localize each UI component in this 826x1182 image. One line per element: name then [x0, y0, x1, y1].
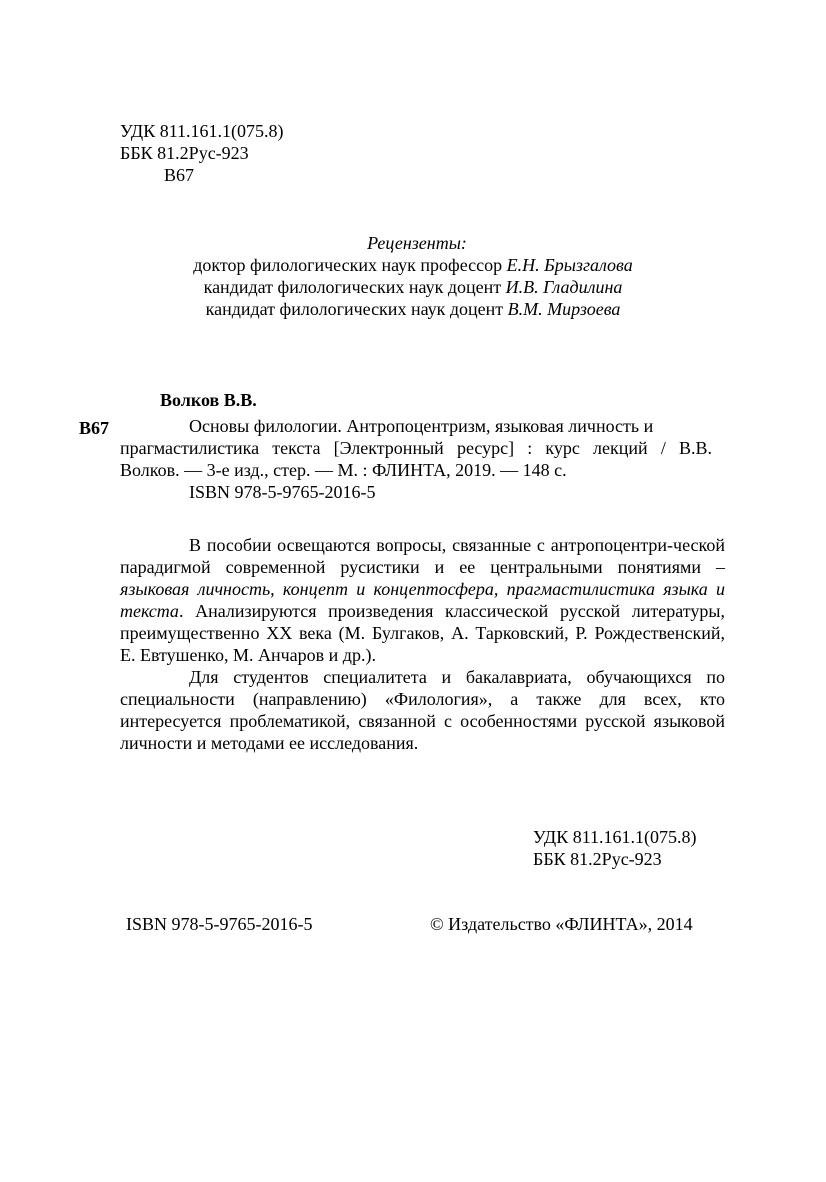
- bib-line: прагмастилистика текста [Электронный ресурс] : курс лекций / В.В.: [120, 438, 712, 458]
- reviewer-name: В.М. Мирзоева: [507, 299, 621, 319]
- header-classification: [120, 120, 284, 186]
- reviewer-line: [0, 276, 826, 298]
- annotation-text: В пособии освещаются вопросы, связанные с антропоцентри-ческой парадигмой современной русистики и ее центральными понятиями: [120, 535, 725, 577]
- annotation: [120, 534, 725, 754]
- reviewer-role: доктор филологических наук профессор: [193, 255, 507, 275]
- bib-line: Волков. — 3-е изд., стер. — М. : ФЛИНТА, 2019. — 148 с.: [120, 460, 567, 480]
- reviewer-role: кандидат филологических наук доцент: [203, 277, 506, 297]
- reviewer-line: [0, 298, 826, 320]
- copyright: © Издательство «ФЛИНТА», 2014: [430, 914, 693, 934]
- book-author: Волков В.В.: [160, 390, 257, 410]
- bib-line: Основы филологии. Антропоцентризм, языковая личность и: [189, 416, 654, 436]
- bbk-code: ББК 81.2Рус-923: [533, 849, 662, 869]
- reviewer-role: кандидат филологических наук доцент: [205, 299, 508, 319]
- bbk-code: ББК 81.2Рус-923: [120, 143, 249, 163]
- annotation-paragraph: [120, 534, 725, 666]
- reviewer-name: Е.Н. Брызгалова: [506, 255, 633, 275]
- reviewer-line: [0, 254, 826, 276]
- author-mark-bold: В67: [79, 418, 110, 438]
- footer-classification: [533, 826, 697, 870]
- annotation-terms: – языковая личность, концепт и концептосфера, прагмастилистика языка и текста: [120, 557, 725, 621]
- annotation-text: . Анализируются произведения классической русской литературы, преимущественно XX века (М. Булгаков, А. Тарковский, Р. Рождественский, Е. Евтушенко, М. Анчаров и др.).: [120, 601, 725, 665]
- udk-code: УДК 811.161.1(075.8): [533, 827, 697, 847]
- reviewers-block: [0, 232, 826, 320]
- annotation-paragraph: Для студентов специалитета и бакалавриата, обучающихся по специальности (направлению) «Филология», а также для всех, кто интересуется проблематикой, связанной с особенностями русской языковой личности и методами ее исследования.: [120, 667, 725, 753]
- author-mark: В67: [164, 165, 195, 185]
- bib-isbn: ISBN 978-5-9765-2016-5: [189, 482, 376, 502]
- reviewers-title: Рецензенты:: [367, 233, 467, 253]
- footer-isbn: ISBN 978-5-9765-2016-5: [126, 914, 313, 934]
- udk-code: УДК 811.161.1(075.8): [120, 121, 284, 141]
- reviewer-name: И.В. Гладилина: [505, 277, 623, 297]
- bibliographic-entry: [120, 415, 712, 503]
